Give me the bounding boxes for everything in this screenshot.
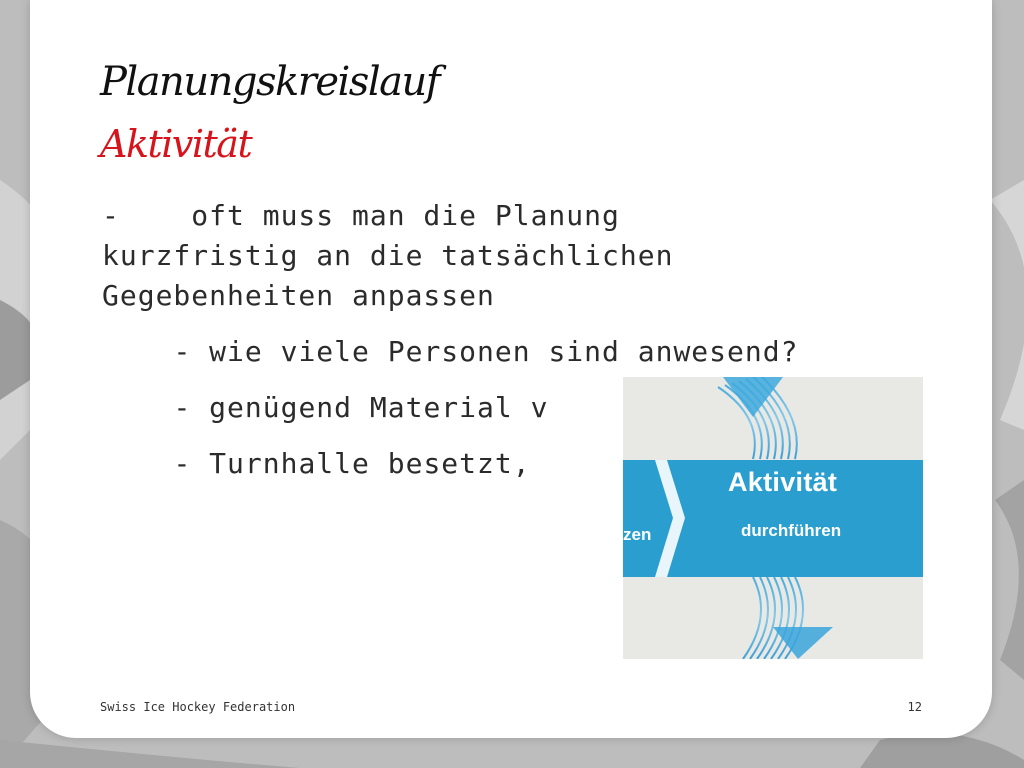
body-paragraph: - Turnhalle besetzt, — [102, 447, 531, 480]
cycle-arrows-graphic — [623, 377, 923, 659]
body-paragraph: - wie viele Personen sind anwesend? — [102, 335, 799, 368]
activity-cycle-figure — [623, 377, 923, 659]
body-paragraph: - oft muss man die Planung kurzfristig an die tatsächlichen Gegebenheiten anpassen — [102, 199, 710, 312]
slide-title: Planungskreislauf — [100, 59, 440, 105]
figure-title: Aktivität — [728, 467, 838, 497]
body-paragraph: - genügend Material v — [102, 391, 549, 424]
footer-organization: Swiss Ice Hockey Federation — [100, 700, 296, 714]
page-number: 12 — [907, 700, 922, 714]
figure-left-fragment: zen — [623, 525, 652, 544]
figure-subtitle: durchführen — [741, 521, 842, 540]
slide-subtitle: Aktivität — [100, 122, 252, 166]
slide-card — [30, 0, 992, 738]
